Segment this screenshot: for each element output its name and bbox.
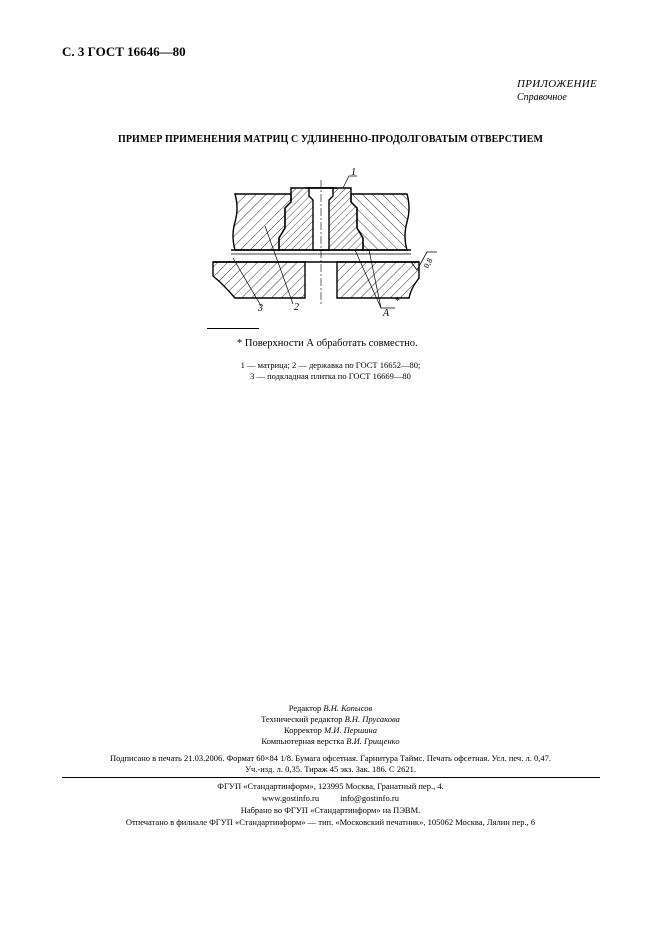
- publisher-line-4: Отпечатано в филиале ФГУП «Стандартинформ» — тип. «Московский печатник», 105062 Москва, Лялин пер., 6: [125, 817, 536, 827]
- credit-layout: Компьютерная верстка В.И. Грищенко: [261, 736, 400, 746]
- appendix-label: [517, 78, 597, 104]
- legend: [0, 360, 661, 382]
- print-info-line-1: Подписано в печать 21.03.2006. Формат 60×84 1/8. Бумага офсетная. Гарнитура Таймс. Печать офсетная. Усл. печ. л. 0,47.: [110, 753, 551, 763]
- callout-a: А: [383, 308, 390, 319]
- callout-1: 1: [351, 167, 356, 178]
- publisher-email: info@gostinfo.ru: [340, 793, 399, 803]
- callout-2: 2: [294, 302, 299, 313]
- footnote-rule: [207, 328, 259, 329]
- credit-corrector: Корректор М.И. Першина: [284, 725, 377, 735]
- page-header: С. 3 ГОСТ 16646—80: [62, 44, 186, 59]
- publisher-line-1: ФГУП «Стандартинформ», 123995 Москва, Гранатный пер., 4.: [217, 781, 444, 791]
- divider-rule: [62, 777, 600, 778]
- appendix-title: ПРИЛОЖЕНИЕ: [517, 78, 597, 90]
- roughness-value: 0,8: [421, 256, 435, 270]
- legend-line-2: 3 — подкладная плитка по ГОСТ 16669—80: [250, 371, 411, 381]
- callout-3: 3: [258, 303, 263, 314]
- technical-drawing: [205, 166, 445, 326]
- footnote: * Поверхности А обработать совместно.: [237, 338, 418, 349]
- publisher-contacts: [0, 792, 661, 804]
- section-title: ПРИМЕР ПРИМЕНЕНИЯ МАТРИЦ С УДЛИНЕННО-ПРОДОЛГОВАТЫМ ОТВЕРСТИЕМ: [117, 134, 544, 145]
- print-info: [0, 753, 661, 775]
- credit-editor: Редактор В.Н. Копысов: [288, 703, 373, 713]
- callout-asterisk: *: [395, 296, 400, 307]
- legend-line-1: 1 — матрица; 2 — державка по ГОСТ 16652—80;: [240, 360, 421, 370]
- publisher-line-3: Набрано во ФГУП «Стандартинформ» на ПЭВМ.: [240, 805, 421, 815]
- credits: [0, 703, 661, 747]
- publisher-web: www.gostinfo.ru: [262, 793, 320, 803]
- credit-tech-editor: Технический редактор В.Н. Прусакова: [261, 714, 400, 724]
- appendix-note: Справочное: [517, 92, 567, 103]
- print-info-line-2: Уч.-изд. л. 0,35. Тираж 45 экз. Зак. 186. С 2621.: [245, 764, 416, 774]
- publisher-info: [0, 780, 661, 828]
- backing-plate: [213, 262, 419, 298]
